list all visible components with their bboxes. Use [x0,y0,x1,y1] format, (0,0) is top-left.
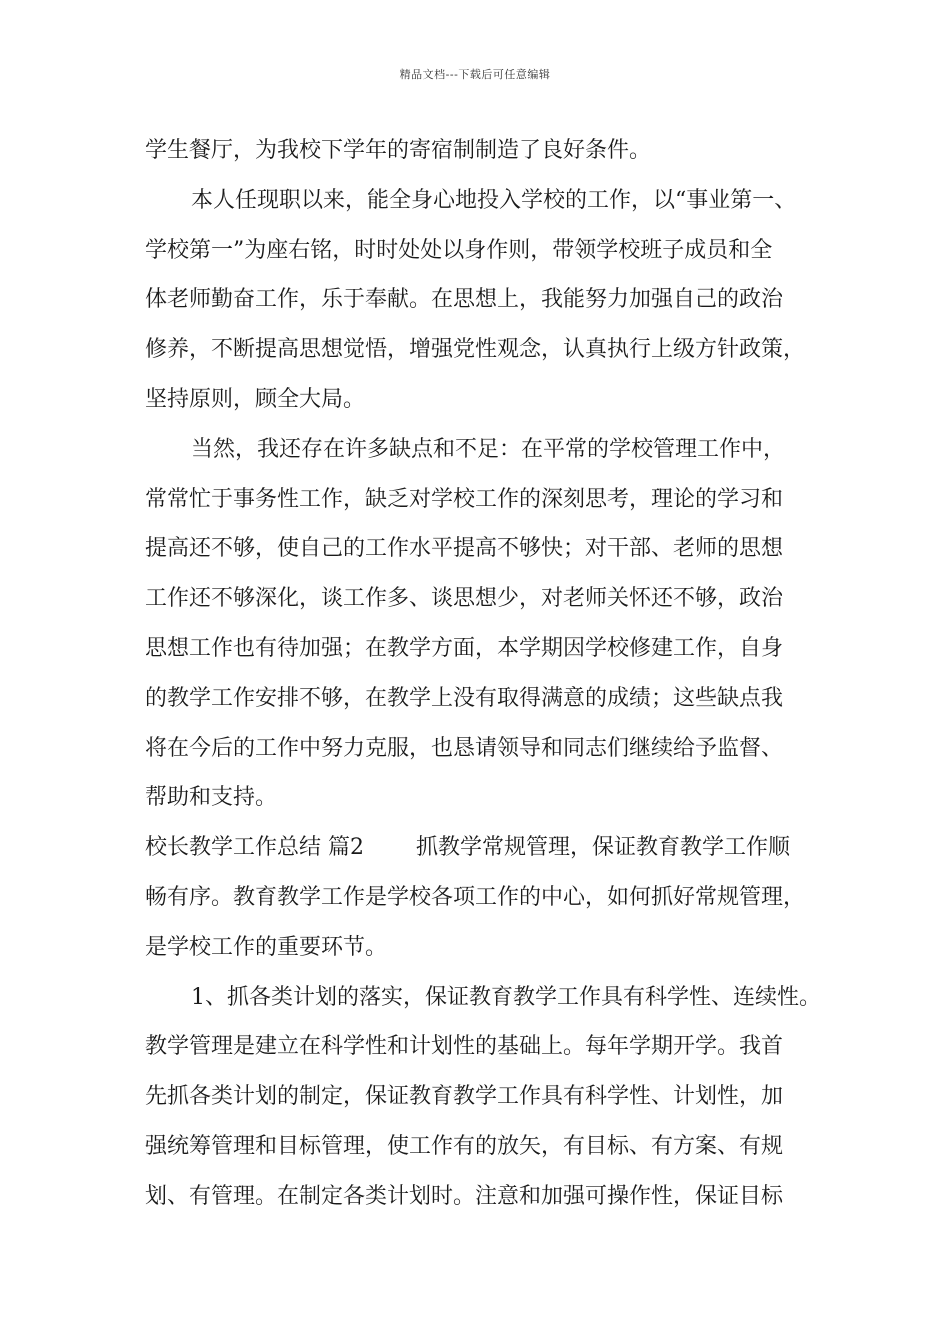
text-line: 是学校工作的重要环节。 [145,934,388,960]
text-line: 提高还不够，使自己的工作水平提高不够快；对干部、老师的思想 [145,536,784,562]
text-line: 的教学工作安排不够，在教学上没有取得满意的成绩；这些缺点我 [145,685,784,711]
page-header: 精品文档---下载后可任意编辑 [399,68,551,81]
text-line: 划、有管理。在制定各类计划时。注意和加强可操作性，保证目标 [145,1183,784,1209]
text-line: 学校第一”为座右铭，时时处处以身作则，带领学校班子成员和全 [145,237,773,263]
text-line: 先抓各类计划的制定，保证教育教学工作具有科学性、计划性，加 [145,1084,784,1110]
text-line: 修养，不断提高思想觉悟，增强党性观念，认真执行上级方针政策， [145,337,806,363]
document-body [145,126,835,1222]
text-line: 体老师勤奋工作，乐于奉献。在思想上，我能努力加强自己的政治 [145,287,784,313]
text-line: 坚持原则，顾全大局。 [145,386,366,412]
section-first-text: 抓教学常规管理，保证教育教学工作顺 [416,835,791,861]
text-line: 常常忙于事务性工作，缺乏对学校工作的深刻思考，理论的学习和 [145,486,784,512]
text-line: 思想工作也有待加强；在教学方面，本学期因学校修建工作，自身 [145,635,784,661]
text-line: 本人任现职以来，能全身心地投入学校的工作，以“事业第一、 [191,187,797,213]
section-title-line [145,823,835,873]
text-line: 当然，我还存在许多缺点和不足：在平常的学校管理工作中， [191,436,786,462]
text-line: 强统筹管理和目标管理，使工作有的放矢，有目标、有方案、有规 [145,1133,784,1159]
section-title: 校长教学工作总结 篇2 [145,835,364,861]
text-line: 1、抓各类计划的落实，保证教育教学工作具有科学性、连续性。 [191,984,821,1010]
text-line: 将在今后的工作中努力克服，也恳请领导和同志们继续给予监督、 [145,735,784,761]
text-line: 帮助和支持。 [145,785,278,811]
text-line: 教学管理是建立在科学性和计划性的基础上。每年学期开学。我首 [145,1034,784,1060]
text-line: 学生餐厅，为我校下学年的寄宿制制造了良好条件。 [145,138,652,163]
text-line: 工作还不够深化，谈工作多、谈思想少，对老师关怀还不够，政治 [145,586,784,612]
text-line: 畅有序。教育教学工作是学校各项工作的中心，如何抓好常规管理， [145,884,806,910]
